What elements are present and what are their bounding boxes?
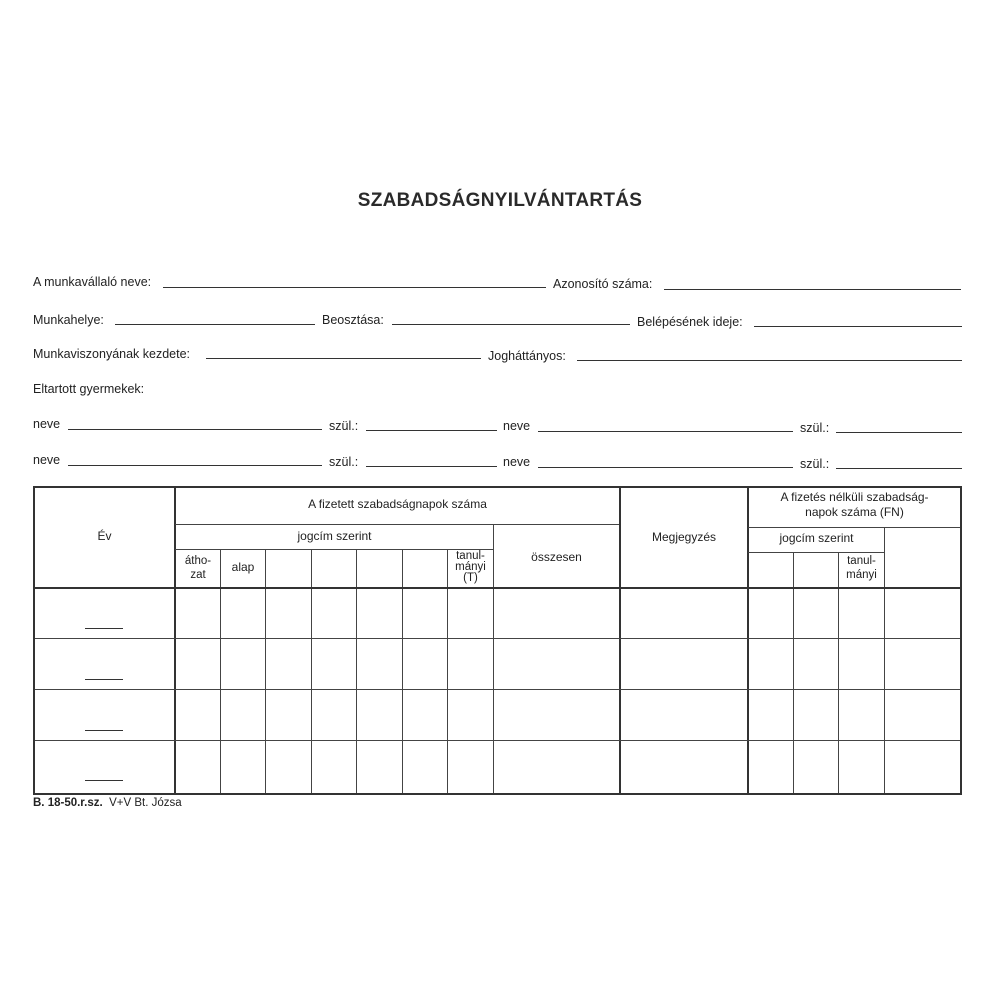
remark-header: Megjegyzés [651,530,717,544]
workplace-field[interactable] [115,324,315,325]
position-field[interactable] [392,324,630,325]
child-birth-field[interactable] [366,466,497,467]
table-divider [356,549,357,793]
paid-leave-header: A fizetett szabadságnapok száma [308,497,487,511]
legal-status-label: Jogháttányos: [488,349,566,363]
carried-over-header [176,556,220,581]
base-header: alap [231,560,255,574]
child-birth-label: szül.: [329,419,359,433]
study-header [448,551,493,584]
form-code: B. 18-50.r.sz. [33,797,103,809]
unpaid-header-line2: napok száma (FN) [805,505,904,519]
table-row [35,689,960,690]
child-birth-field[interactable] [836,468,962,469]
form-footer [33,797,182,809]
carried-over-line2: zat [190,569,206,581]
employee-name-label: A munkavállaló neve: [33,275,152,289]
child-name-field[interactable] [68,429,322,430]
employment-start-label: Munkaviszonyának kezdete: [33,347,191,361]
year-field[interactable] [85,730,123,731]
entry-date-label: Belépésének ideje: [637,315,743,329]
child-name-field[interactable] [68,465,322,466]
table-row [35,740,960,741]
child-name-field[interactable] [538,431,793,432]
table-divider [748,552,885,553]
child-birth-field[interactable] [366,430,497,431]
table-divider [748,527,960,528]
child-birth-field[interactable] [836,432,962,433]
unpaid-by-title-header: jogcím szerint [779,531,854,545]
entry-date-field[interactable] [754,326,962,327]
child-name-label: neve [503,455,531,469]
table-divider [402,549,403,793]
id-number-label: Azonosító száma: [553,277,653,291]
unpaid-header-line1: A fizetés nélküli szabadság- [780,490,929,504]
table-divider [265,549,266,793]
unpaid-study-line2: mányi [846,569,877,581]
study-line2: mányi [455,561,486,573]
table-divider [220,549,221,793]
year-header: Év [97,529,112,543]
by-title-header: jogcím szerint [297,529,372,543]
unpaid-leave-header [749,491,960,519]
employee-name-field[interactable] [163,287,546,288]
child-birth-label: szül.: [329,455,359,469]
table-divider [35,587,960,589]
child-name-label: neve [33,417,61,431]
table-divider [175,549,493,550]
carried-over-line1: átho- [184,555,212,567]
dependents-label: Eltartott gyermekek: [33,382,145,396]
table-divider [884,527,885,793]
year-field[interactable] [85,780,123,781]
table-divider [493,524,494,793]
publisher: V+V Bt. Józsa [109,797,182,809]
id-number-field[interactable] [664,289,961,290]
year-field[interactable] [85,679,123,680]
total-header: összesen [531,550,582,564]
workplace-label: Munkahelye: [33,313,104,327]
position-label: Beosztása: [322,313,384,327]
child-name-label: neve [33,453,61,467]
legal-status-field[interactable] [577,360,962,361]
unpaid-study-line1: tanul- [847,555,876,567]
child-name-field[interactable] [538,467,793,468]
table-divider [311,549,312,793]
table-divider [175,524,619,525]
unpaid-study-header [839,556,884,581]
employment-start-field[interactable] [206,358,481,359]
year-field[interactable] [85,628,123,629]
child-birth-label: szül.: [800,421,830,435]
study-line1: tanul- [456,550,485,562]
child-birth-label: szül.: [800,457,830,471]
table-row [35,638,960,639]
page-title: SZABADSÁGNYILVÁNTARTÁS [357,190,643,211]
table-divider [447,549,448,793]
child-name-label: neve [503,419,531,433]
study-line3: (T) [463,572,478,584]
